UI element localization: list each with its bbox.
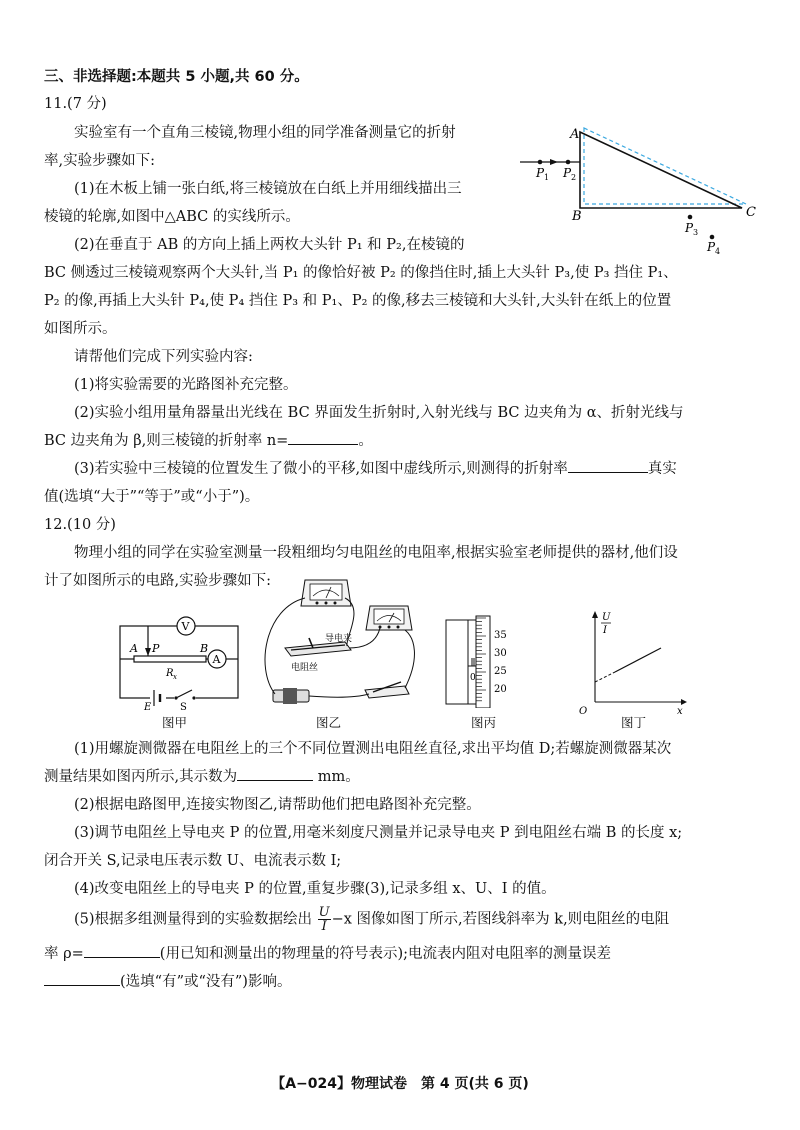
q12-step2: (2)根据电路图甲,连接实物图乙,请帮助他们把电路图补充完整。 [74, 797, 481, 813]
tick-label: 35 [494, 630, 507, 641]
figure-yi-apparatus [255, 578, 425, 708]
q12-step4: (4)改变电阻丝上的导电夹 P 的位置,重复步骤(3),记录多组 x、U、I 的值。 [74, 881, 556, 897]
label-b: B [572, 209, 582, 224]
svg-text:x: x [677, 706, 683, 716]
caption-jia: 图甲 [162, 715, 188, 730]
label-p3-sub: 3 [693, 228, 699, 237]
q12-step3-cont: 闭合开关 S,记录电压表示数 U、电流表示数 I; [44, 853, 342, 869]
q12-intro: 物理小组的同学在实验室测量一段粗细均匀电阻丝的电阻率,根据实验室老师提供的器材,他们设 [74, 545, 678, 561]
zero-label: 0 [470, 673, 476, 683]
label-p1-sub: 1 [544, 173, 550, 182]
q11-step2-cont1: BC 侧透过三棱镜观察两个大头针,当 P₁ 的像恰好被 P₂ 的像挡住时,插上大头针 P₃,使 P₃ 挡住 P₁、 [44, 265, 678, 281]
answer-blank[interactable] [288, 430, 358, 445]
svg-text:A: A [212, 653, 221, 666]
pin-p4 [710, 235, 715, 240]
resistance-wire-board [285, 642, 351, 656]
svg-text:O: O [579, 706, 588, 716]
q11-intro-cont: 率,实验步骤如下: [44, 153, 155, 169]
label-p4: P [707, 240, 716, 254]
switch-device-icon [365, 686, 409, 698]
svg-text:U: U [602, 612, 611, 623]
label-p4-sub: 4 [715, 247, 721, 256]
q12-step5-cont2: (选填“有”或“没有”)影响。 [44, 971, 756, 993]
q12-step1: (1)用螺旋测微器在电阻丝上的三个不同位置测出电阻丝直径,求出平均值 D;若螺旋测微器某次 [74, 741, 672, 757]
svg-text:I: I [603, 625, 607, 636]
prism-outline [580, 132, 742, 208]
ray-arrow-icon [550, 159, 558, 165]
label-p2-sub: 2 [571, 173, 577, 182]
svg-text:S: S [180, 702, 187, 710]
q11-step1-cont: 棱镜的轮廓,如图中△ABC 的实线所示。 [44, 209, 300, 225]
q12-intro-cont: 计了如图所示的电路,实验步骤如下: [44, 573, 271, 589]
answer-blank[interactable] [568, 458, 648, 473]
label-c: C [746, 205, 756, 220]
fraction-u-over-i: $\frac{U}{I}$ [318, 905, 330, 934]
svg-text:A: A [130, 642, 138, 655]
q12-step5: (5)根据多组测量得到的实验数据绘出 $\frac{U}{I}$ −x 图像如图丁所示,若图线斜率为 k,则电阻丝的电阻 [74, 905, 670, 934]
q11-step2-cont3: 如图所示。 [44, 321, 117, 337]
figure-ding-graph [575, 606, 695, 716]
q12-step3: (3)调节电阻丝上导电夹 P 的位置,用毫米刻度尺测量并记录导电夹 P 到电阻丝右端 B 的长度 x; [74, 825, 683, 841]
svg-text:E: E [144, 702, 152, 710]
clip-label: 导电夹 [325, 634, 353, 644]
svg-text:V: V [181, 620, 190, 633]
resistance-wire [134, 656, 206, 662]
q11-step1: (1)在木板上铺一张白纸,将三棱镜放在白纸上并用细线描出三 [74, 181, 462, 197]
svg-text:x: x [173, 673, 177, 681]
figure-jia-circuit [110, 610, 250, 710]
section-title: 三、非选择题:本题共 5 小题,共 60 分。 [44, 69, 309, 85]
label-p2: P [563, 166, 572, 180]
tick-label: 25 [494, 666, 507, 677]
page-footer: 【A−024】物理试卷 第 4 页(共 6 页) [271, 1076, 529, 1092]
tick-label: 20 [494, 684, 507, 695]
caption-bing: 图丙 [471, 715, 497, 730]
q11-task2-cont: BC 边夹角为 β,则三棱镜的折射率 n= 。 [44, 430, 756, 452]
q11-task3-cont: 值(选填“大于”“等于”或“小于”)。 [44, 489, 260, 505]
pin-p1 [538, 160, 543, 165]
caption-ding: 图丁 [621, 715, 647, 730]
answer-blank[interactable] [44, 971, 120, 986]
caption-yi: 图乙 [316, 715, 342, 730]
svg-text:P: P [152, 642, 160, 655]
q11-number: 11.(7 分) [44, 96, 107, 112]
pin-p3 [688, 215, 693, 220]
svg-text:B: B [200, 642, 209, 655]
label-p1: P [536, 166, 545, 180]
q12-number: 12.(10 分) [44, 517, 116, 533]
q11-task2: (2)实验小组用量角器量出光线在 BC 界面发生折射时,入射光线与 BC 边夹角为 α、折射光线与 [74, 405, 684, 421]
prism-figure [520, 120, 770, 260]
figure-bing-micrometer [442, 612, 532, 708]
answer-blank[interactable] [84, 943, 160, 958]
graph-line [615, 648, 661, 672]
q11-task1: (1)将实验需要的光路图补充完整。 [74, 377, 298, 393]
pin-p2 [566, 160, 571, 165]
q11-task3: (3)若实验中三棱镜的位置发生了微小的平移,如图中虚线所示,则测得的折射率 真实 [74, 458, 756, 480]
q11-intro: 实验室有一个直角三棱镜,物理小组的同学准备测量它的折射 [74, 125, 456, 141]
q12-step5-cont: 率 ρ= (用已知和测量出的物理量的符号表示);电流表内阻对电阻率的测量误差 [44, 943, 756, 965]
prism-dashed-outline [584, 128, 746, 204]
svg-text:R: R [166, 668, 174, 679]
q11-step2-cont2: P₂ 的像,再插上大头针 P₄,使 P₄ 挡住 P₃ 和 P₁、P₂ 的像,移去三棱镜和大头针,大头针在纸上的位置 [44, 293, 672, 309]
answer-blank[interactable] [237, 766, 313, 781]
label-p3: P [685, 221, 694, 235]
thimble [476, 616, 490, 708]
label-a: A [570, 127, 580, 142]
q11-request: 请帮他们完成下列实验内容: [74, 349, 253, 365]
q12-step1-cont: 测量结果如图丙所示,其示数为 mm。 [44, 766, 756, 788]
graph-extrapolation [595, 672, 615, 682]
q11-step2: (2)在垂直于 AB 的方向上插上两枚大头针 P₁ 和 P₂,在棱镜的 [74, 237, 465, 253]
wire-label: 电阻丝 [291, 663, 319, 673]
tick-label: 30 [494, 648, 507, 659]
